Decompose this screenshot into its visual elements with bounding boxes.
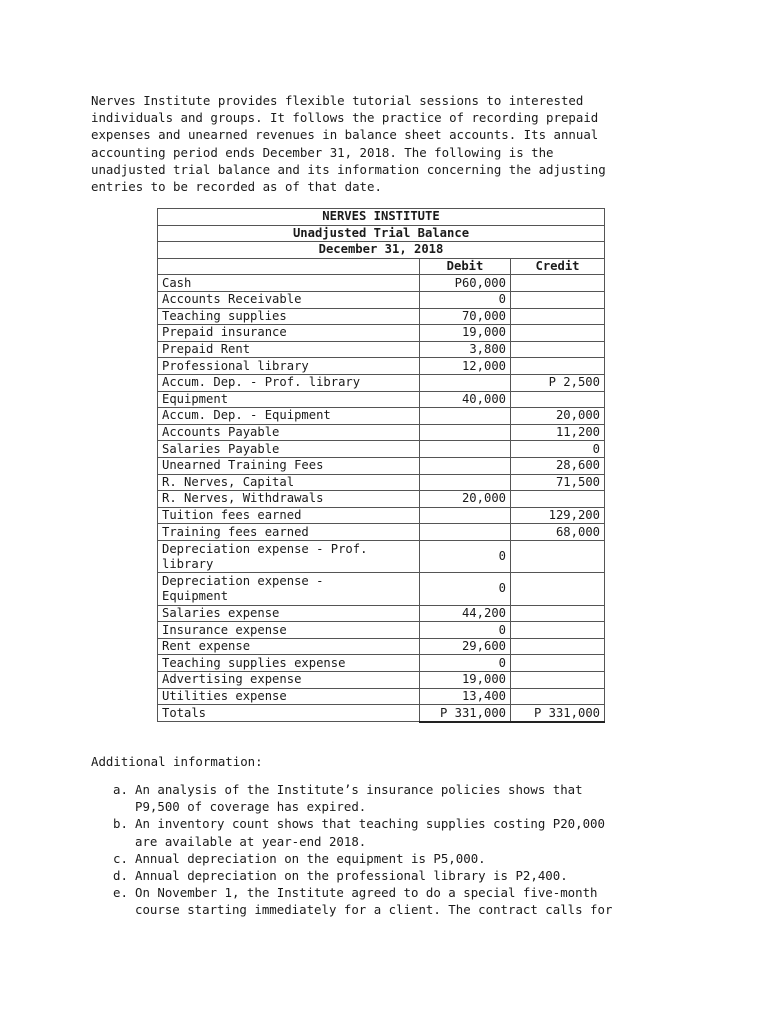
account-cell: Salaries Payable <box>158 441 420 458</box>
credit-cell <box>511 540 605 572</box>
debit-cell <box>420 408 511 425</box>
debit-cell <box>420 507 511 524</box>
debit-cell <box>420 474 511 491</box>
credit-cell <box>511 308 605 325</box>
list-item-text: Annual depreciation on the professional library is P2,400. <box>135 868 568 884</box>
table-row <box>158 424 605 441</box>
debit-column-header: Debit <box>420 258 511 275</box>
table-row <box>158 605 605 622</box>
table-row <box>158 291 605 308</box>
debit-cell: 44,200 <box>420 605 511 622</box>
intro-line: entries to be recorded as of that date. <box>91 179 382 195</box>
debit-cell <box>420 441 511 458</box>
intro-line: individuals and groups. It follows the practice of recording prepaid <box>91 110 599 126</box>
table-row <box>158 325 605 342</box>
debit-cell: 3,800 <box>420 341 511 358</box>
table-row <box>158 507 605 524</box>
credit-cell <box>511 573 605 605</box>
debit-cell: 40,000 <box>420 391 511 408</box>
credit-cell: 71,500 <box>511 474 605 491</box>
credit-cell <box>511 275 605 292</box>
credit-cell <box>511 341 605 358</box>
list-item <box>113 867 693 884</box>
credit-cell <box>511 638 605 655</box>
account-cell: Cash <box>158 275 420 292</box>
table-row <box>158 638 605 655</box>
list-item-text: On November 1, the Institute agreed to do a special five-month course starting immediately for a client. The contract calls for <box>135 885 613 918</box>
credit-cell <box>511 622 605 639</box>
account-cell: Accounts Payable <box>158 424 420 441</box>
table-row <box>158 374 605 391</box>
credit-cell: 129,200 <box>511 507 605 524</box>
list-item <box>113 815 693 849</box>
table-subtitle: Unadjusted Trial Balance <box>158 225 605 242</box>
debit-cell: 19,000 <box>420 672 511 689</box>
credit-cell: 20,000 <box>511 408 605 425</box>
table-row <box>158 457 605 474</box>
account-cell: Depreciation expense - Equipment <box>158 573 420 605</box>
debit-cell <box>420 374 511 391</box>
intro-line: expenses and unearned revenues in balance sheet accounts. Its annual <box>91 127 599 143</box>
debit-cell <box>420 457 511 474</box>
list-item <box>113 850 693 867</box>
debit-cell: 0 <box>420 291 511 308</box>
account-cell: Prepaid Rent <box>158 341 420 358</box>
intro-line: Nerves Institute provides flexible tutorial sessions to interested <box>91 93 584 108</box>
debit-cell: 20,000 <box>420 491 511 508</box>
account-cell: Accum. Dep. - Prof. library <box>158 374 420 391</box>
account-cell: R. Nerves, Withdrawals <box>158 491 420 508</box>
account-cell: Training fees earned <box>158 524 420 541</box>
account-cell: Tuition fees earned <box>158 507 420 524</box>
debit-cell <box>420 524 511 541</box>
credit-cell <box>511 358 605 375</box>
list-item <box>113 884 693 918</box>
table-row <box>158 408 605 425</box>
table-date: December 31, 2018 <box>158 242 605 259</box>
account-cell: Depreciation expense - Prof. library <box>158 540 420 572</box>
table-row <box>158 491 605 508</box>
credit-cell <box>511 291 605 308</box>
account-cell: R. Nerves, Capital <box>158 474 420 491</box>
table-row <box>158 573 605 605</box>
account-cell: Accounts Receivable <box>158 291 420 308</box>
intro-line: accounting period ends December 31, 2018. The following is the <box>91 144 554 160</box>
account-cell: Prepaid insurance <box>158 325 420 342</box>
credit-cell: 28,600 <box>511 457 605 474</box>
debit-cell: 0 <box>420 622 511 639</box>
credit-cell <box>511 688 605 705</box>
credit-cell: 68,000 <box>511 524 605 541</box>
trial-balance-table <box>157 208 605 723</box>
debit-cell: 0 <box>420 573 511 605</box>
account-cell: Unearned Training Fees <box>158 457 420 474</box>
credit-cell: 11,200 <box>511 424 605 441</box>
debit-cell: 0 <box>420 540 511 572</box>
list-item-text: An inventory count shows that teaching supplies costing P20,000 are available at year-end 2018. <box>135 816 605 849</box>
additional-info-list <box>113 781 693 919</box>
totals-row <box>158 705 605 722</box>
credit-cell <box>511 655 605 672</box>
table-subtitle-row <box>158 225 605 242</box>
table-title: NERVES INSTITUTE <box>158 209 605 226</box>
totals-label: Totals <box>158 705 420 722</box>
table-title-row <box>158 209 605 226</box>
list-item <box>113 781 693 815</box>
credit-cell: 0 <box>511 441 605 458</box>
totals-debit: P 331,000 <box>420 705 511 722</box>
account-cell: Accum. Dep. - Equipment <box>158 408 420 425</box>
credit-column-header: Credit <box>511 258 605 275</box>
table-row <box>158 622 605 639</box>
list-item-text: An analysis of the Institute’s insurance policies shows that P9,500 of coverage has expired. <box>135 782 583 815</box>
table-row <box>158 275 605 292</box>
debit-cell: 19,000 <box>420 325 511 342</box>
debit-cell: P60,000 <box>420 275 511 292</box>
list-item-letter: a. <box>113 782 128 797</box>
credit-cell: P 2,500 <box>511 374 605 391</box>
credit-cell <box>511 391 605 408</box>
account-cell: Advertising expense <box>158 672 420 689</box>
account-cell: Equipment <box>158 391 420 408</box>
debit-cell: 12,000 <box>420 358 511 375</box>
list-item-letter: d. <box>113 868 128 884</box>
table-row <box>158 358 605 375</box>
account-cell: Professional library <box>158 358 420 375</box>
account-column-header <box>158 258 420 275</box>
table-row <box>158 341 605 358</box>
debit-cell: 70,000 <box>420 308 511 325</box>
credit-cell <box>511 325 605 342</box>
table-row <box>158 524 605 541</box>
credit-cell <box>511 672 605 689</box>
account-cell: Salaries expense <box>158 605 420 622</box>
credit-cell <box>511 491 605 508</box>
intro-line: unadjusted trial balance and its information concerning the adjusting <box>91 161 606 177</box>
list-item-text: Annual depreciation on the equipment is P5,000. <box>135 850 486 866</box>
additional-info-heading: Additional information: <box>91 754 263 769</box>
debit-cell <box>420 424 511 441</box>
table-row <box>158 474 605 491</box>
list-item-letter: b. <box>113 816 128 832</box>
totals-credit: P 331,000 <box>511 705 605 722</box>
account-cell: Insurance expense <box>158 622 420 639</box>
table-row <box>158 655 605 672</box>
account-cell: Rent expense <box>158 638 420 655</box>
list-item-letter: c. <box>113 850 128 866</box>
credit-cell <box>511 605 605 622</box>
debit-cell: 13,400 <box>420 688 511 705</box>
table-row <box>158 688 605 705</box>
table-date-row <box>158 242 605 259</box>
table-row <box>158 672 605 689</box>
table-row <box>158 308 605 325</box>
table-row <box>158 540 605 572</box>
account-cell: Teaching supplies <box>158 308 420 325</box>
debit-cell: 0 <box>420 655 511 672</box>
table-row <box>158 391 605 408</box>
table-row <box>158 441 605 458</box>
column-header-row <box>158 258 605 275</box>
account-cell: Teaching supplies expense <box>158 655 420 672</box>
debit-cell: 29,600 <box>420 638 511 655</box>
account-cell: Utilities expense <box>158 688 420 705</box>
intro-paragraph <box>91 92 681 195</box>
list-item-letter: e. <box>113 885 128 901</box>
